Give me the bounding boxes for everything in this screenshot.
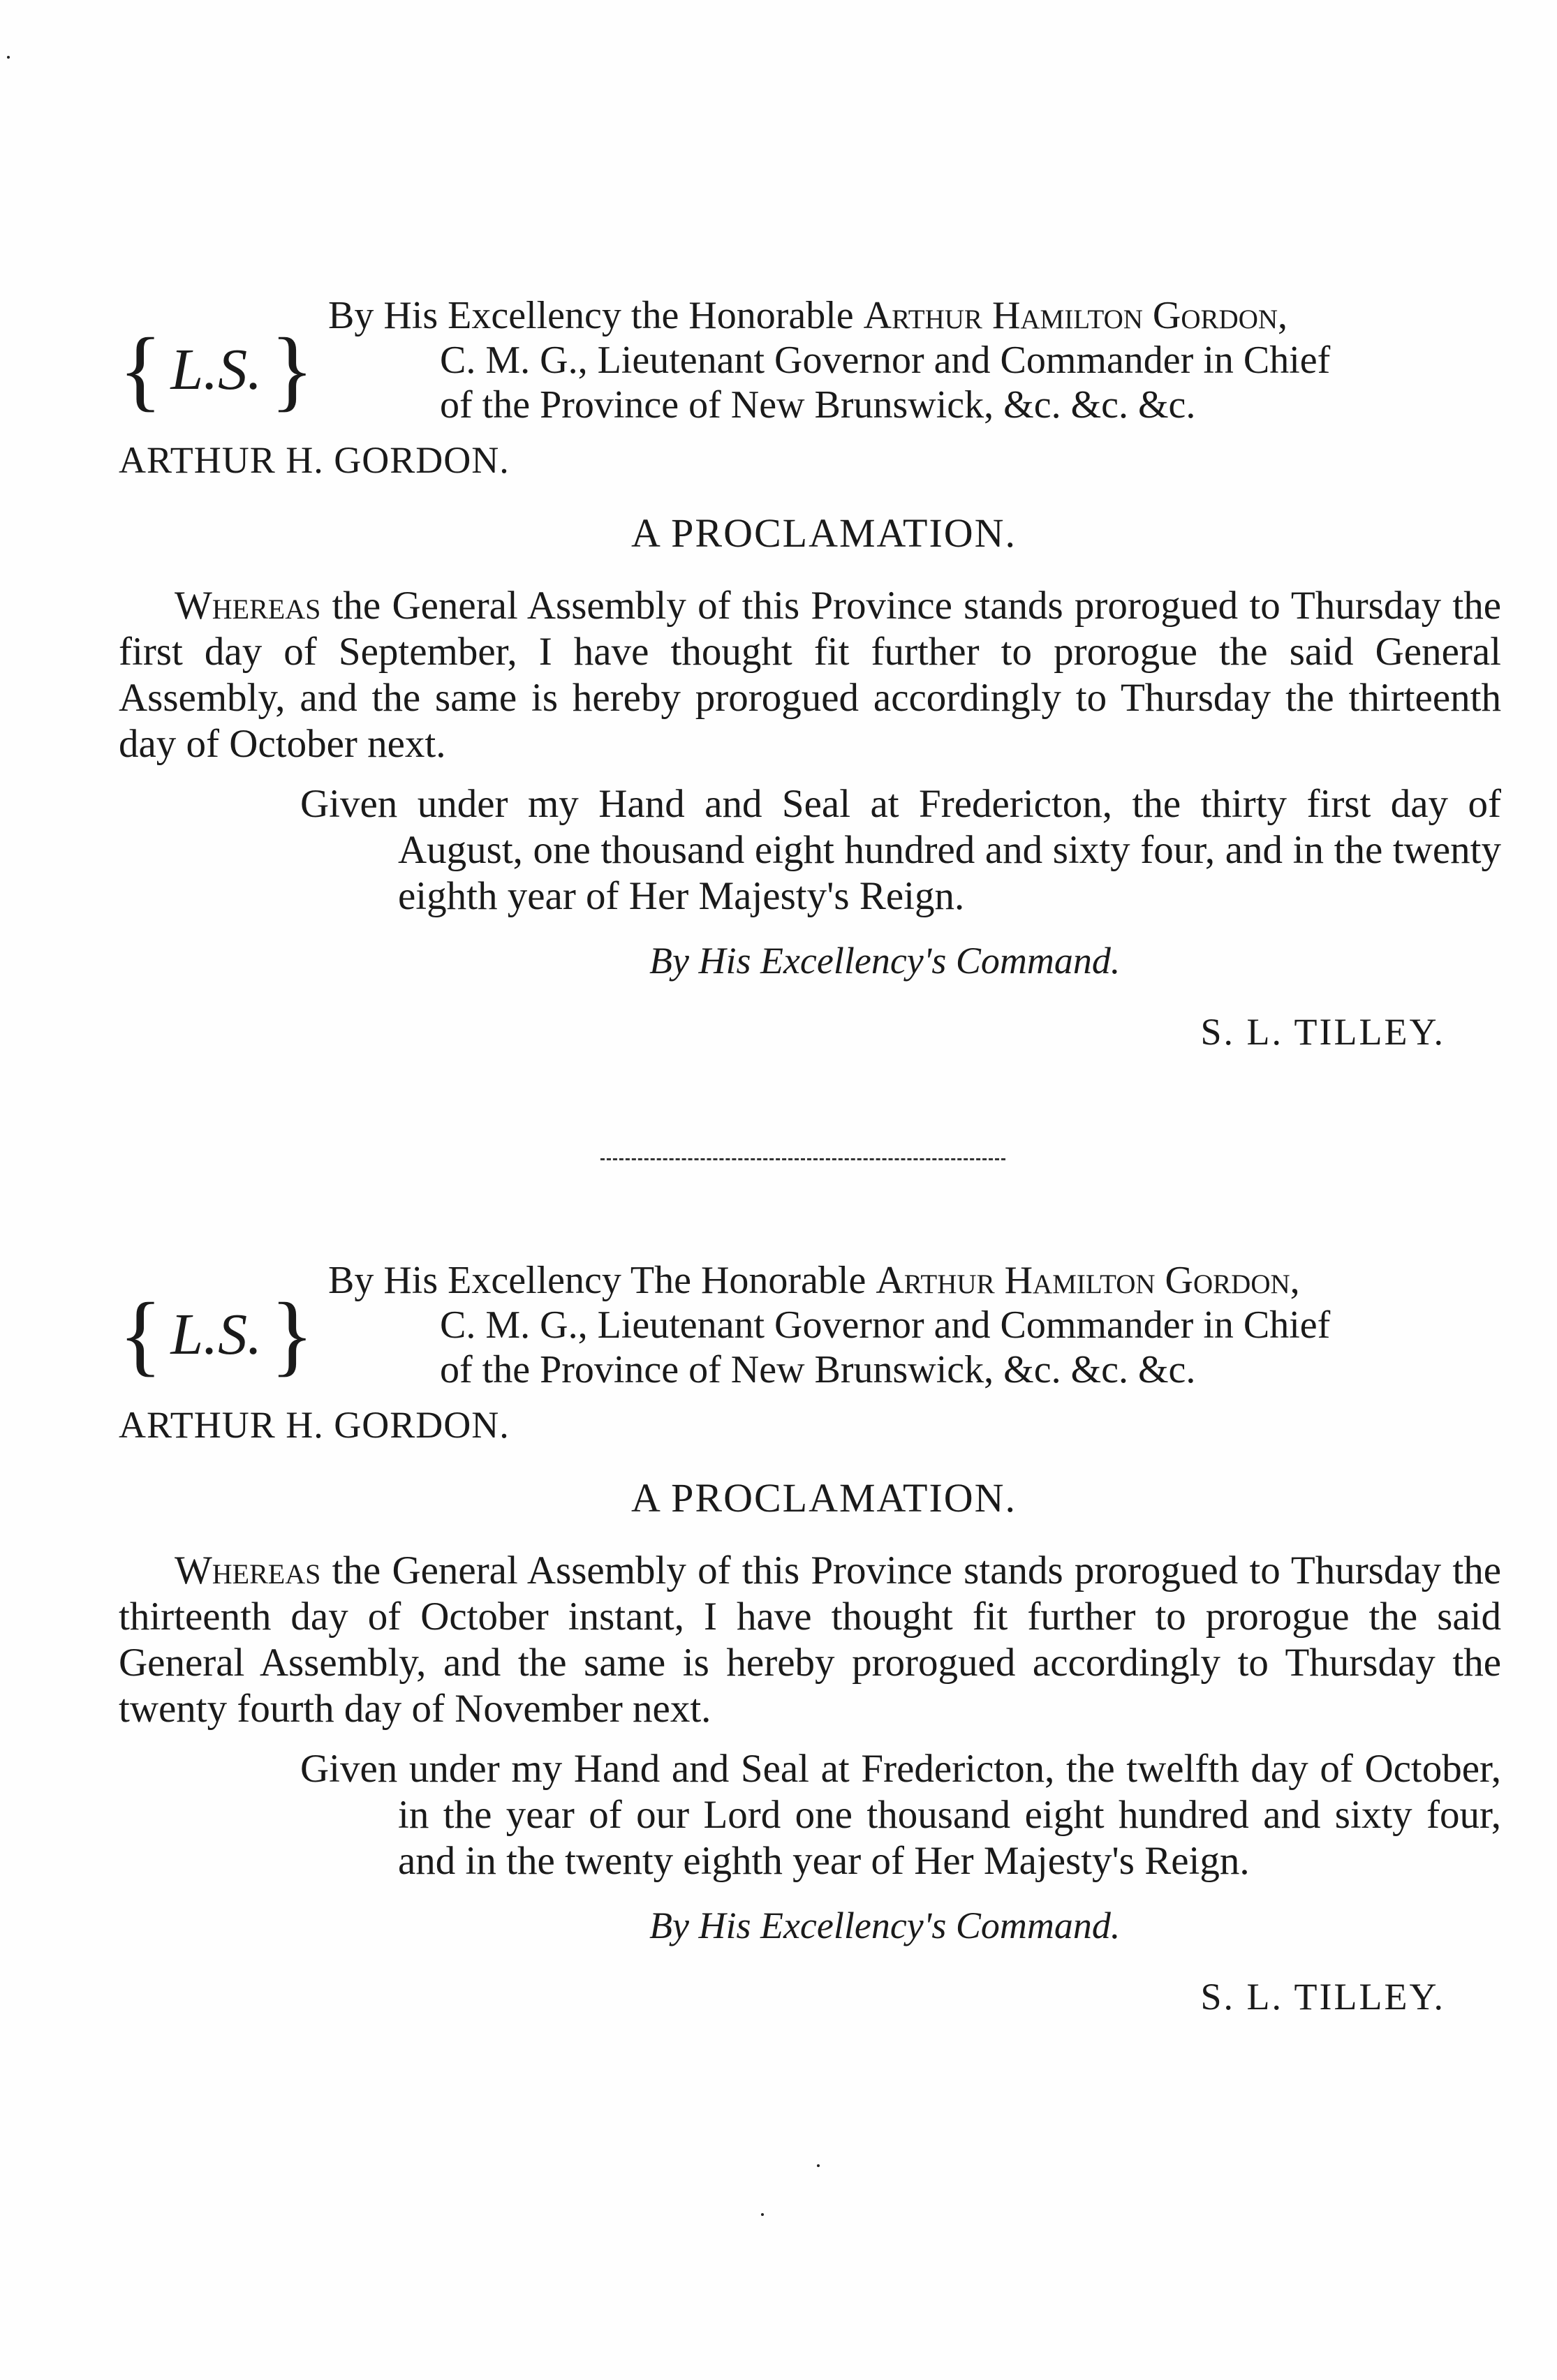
by-line-2: C. M. G., Lieutenant Governor and Commander in Chief xyxy=(440,1303,1331,1347)
print-speck xyxy=(7,56,10,59)
command-line: By His Excellency's Command. xyxy=(649,940,1121,982)
seal-mark xyxy=(119,320,314,420)
governor-titles xyxy=(328,293,1508,427)
body-text: the General Assembly of this Province stands prorogued to Thursday the thirteenth day of October instant, I have thought fit further to prorogue the said General Assembly, and the same is hereby prorogued accordingly to Thursday the twenty fourth day of November next. xyxy=(119,1549,1502,1731)
proclamation-title: A PROCLAMATION. xyxy=(630,1475,1017,1521)
proclamation-title: A PROCLAMATION. xyxy=(630,510,1017,556)
left-brace: { xyxy=(119,320,163,420)
proclamation-header xyxy=(119,1258,1501,1391)
signer-name: ARTHUR H. GORDON. xyxy=(119,1404,510,1446)
right-brace: } xyxy=(270,1285,314,1385)
whereas-word: Whereas xyxy=(175,584,321,628)
by-line-2: C. M. G., Lieutenant Governor and Commander in Chief xyxy=(440,339,1331,382)
proclamation-header xyxy=(119,293,1501,426)
print-speck xyxy=(761,2213,764,2216)
proclamation-body xyxy=(119,1548,1501,1732)
by-line-3: of the Province of New Brunswick, &c. &c. &c. xyxy=(440,383,1196,427)
seal-mark xyxy=(119,1285,314,1385)
governor-titles xyxy=(328,1258,1508,1392)
by-line-3: of the Province of New Brunswick, &c. &c. &c. xyxy=(440,1348,1196,1391)
proclamation-body xyxy=(119,583,1501,767)
governor-name: Arthur Hamilton Gordon, xyxy=(863,294,1288,337)
governor-name: Arthur Hamilton Gordon, xyxy=(876,1259,1300,1302)
whereas-word: Whereas xyxy=(175,1549,321,1592)
section-divider xyxy=(600,1158,1005,1160)
given-clause: Given under my Hand and Seal at Fredericton, the thirty first day of August, one thousand eight hundred and sixty four, and in the twenty eighth year of Her Majesty's Reign. xyxy=(300,782,1501,918)
signer-name: ARTHUR H. GORDON. xyxy=(119,439,510,481)
by-line-1: By His Excellency the Honorable Arthur Hamilton Gordon, xyxy=(328,294,1288,337)
document-page xyxy=(119,293,1501,2018)
proclamation-2 xyxy=(119,1258,1501,2018)
seal-label: L.S. xyxy=(170,337,263,402)
right-brace: } xyxy=(270,320,314,420)
by-line-1: By His Excellency The Honorable Arthur Hamilton Gordon, xyxy=(328,1259,1300,1302)
signature: S. L. TILLEY. xyxy=(1200,1011,1445,1053)
signature: S. L. TILLEY. xyxy=(1200,1976,1445,2018)
left-brace: { xyxy=(119,1285,163,1385)
given-clause: Given under my Hand and Seal at Fredericton, the twelfth day of October, in the year of our Lord one thousand eight hundred and sixty four, and in the twenty eighth year of Her Majesty's Reign. xyxy=(300,1747,1501,1883)
seal-label: L.S. xyxy=(170,1302,263,1367)
print-speck xyxy=(817,2164,820,2167)
body-text: the General Assembly of this Province stands prorogued to Thursday the first day of September, I have thought fit further to prorogue the said General Assembly, and the same is hereby prorogued accordingly to Thursday the thirteenth day of October next. xyxy=(119,584,1502,766)
command-line: By His Excellency's Command. xyxy=(649,1905,1121,1946)
proclamation-1 xyxy=(119,293,1501,1054)
